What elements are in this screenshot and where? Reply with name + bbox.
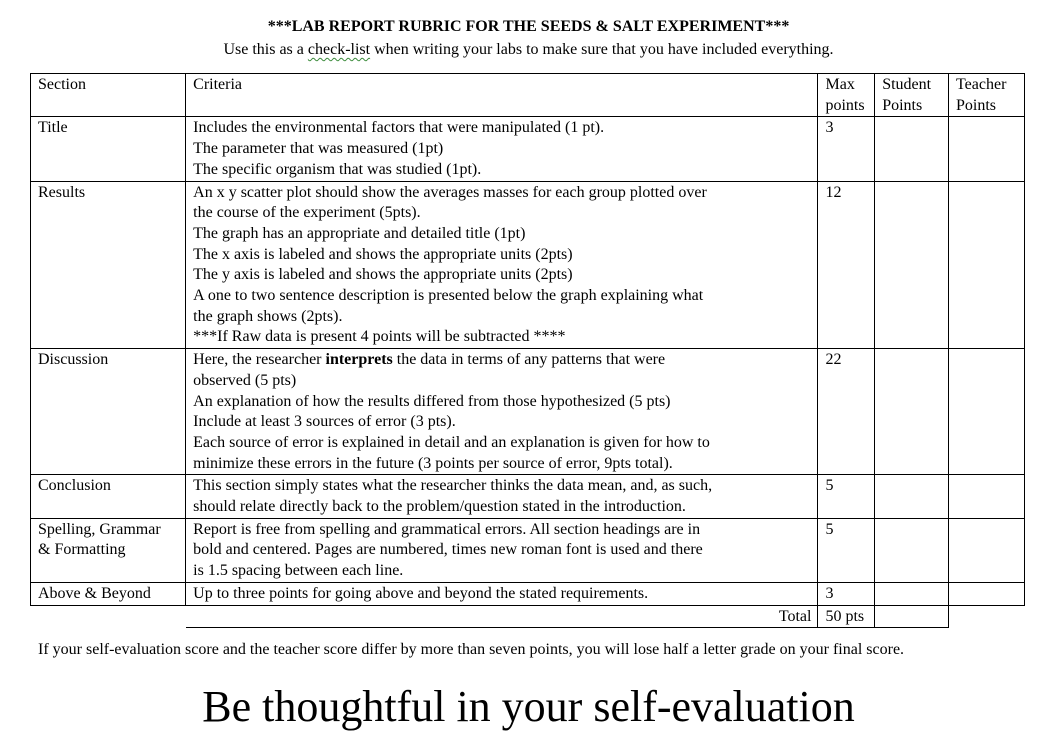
student-points-cell[interactable] — [875, 181, 949, 349]
criteria-line: An explanation of how the results differed from those hypothesized (5 pts) — [193, 392, 671, 410]
document-subtitle — [0, 40, 1057, 60]
student-points-cell[interactable] — [875, 518, 949, 582]
student-total-cell[interactable] — [875, 605, 949, 628]
student-points-cell[interactable] — [875, 117, 949, 181]
total-value: 50 pts — [818, 605, 875, 628]
criteria-line: A one to two sentence description is presented below the graph explaining what — [193, 287, 704, 305]
criteria-line: Report is free from spelling and grammatical errors. All section headings are in — [193, 520, 701, 538]
student-points-cell[interactable] — [875, 582, 949, 605]
section-cell — [31, 518, 186, 582]
total-label: Total — [186, 605, 818, 628]
table-row-spelling — [31, 518, 1025, 582]
table-row-title — [31, 117, 1025, 181]
criteria-line: The specific organism that was studied (1pt). — [193, 160, 482, 178]
header-teacher-line2: Points — [956, 96, 997, 114]
criteria-line: is 1.5 spacing between each line. — [193, 562, 404, 580]
closing-statement: Be thoughtful in your self-evaluation — [202, 682, 855, 731]
max-points-cell: 12 — [818, 181, 875, 349]
criteria-line: The x axis is labeled and shows the appropriate units (2pts) — [193, 245, 573, 263]
subtitle-text-end: when writing your labs to make sure that you have included everything. — [370, 41, 834, 58]
section-cell: Results — [31, 181, 186, 349]
header-criteria: Criteria — [186, 74, 818, 117]
criteria-line: This section simply states what the researcher thinks the data mean, and, as such, — [193, 477, 713, 495]
header-max-line1: Max — [825, 76, 855, 93]
table-row-above-beyond — [31, 582, 1025, 605]
teacher-points-cell[interactable] — [949, 181, 1025, 349]
teacher-points-cell[interactable] — [949, 475, 1025, 518]
criteria-line: bold and centered. Pages are numbered, times new roman font is used and there — [193, 541, 703, 559]
criteria-line: Includes the environmental factors that were manipulated (1 pt). — [193, 119, 605, 137]
total-empty-cell — [31, 605, 186, 628]
criteria-line: The graph has an appropriate and detailed title (1pt) — [193, 224, 526, 242]
criteria-line: Include at least 3 sources of error (3 pts). — [193, 413, 456, 431]
criteria-line: The parameter that was measured (1pt) — [193, 140, 444, 158]
criteria-line: the course of the experiment (5pts). — [193, 204, 421, 222]
header-student-line1: Student — [882, 76, 932, 93]
table-row-discussion — [31, 349, 1025, 475]
header-teacher-points — [949, 74, 1025, 117]
document-title: ***LAB REPORT RUBRIC FOR THE SEEDS & SALT EXPERIMENT*** — [267, 18, 790, 35]
section-line: & Formatting — [38, 541, 126, 559]
subtitle-underlined-word: check-list — [307, 41, 371, 58]
criteria-line: Each source of error is explained in detail and an explanation is given for how to — [193, 433, 710, 451]
max-points-cell: 22 — [818, 349, 875, 475]
teacher-points-cell[interactable] — [949, 349, 1025, 475]
header-row — [31, 74, 1025, 117]
header-student-line2: Points — [882, 96, 923, 114]
student-points-cell[interactable] — [875, 475, 949, 518]
criteria-cell — [186, 117, 818, 181]
table-row-total — [31, 605, 1025, 628]
section-cell: Above & Beyond — [31, 582, 186, 605]
criteria-line: An x y scatter plot should show the averages masses for each group plotted over — [193, 183, 707, 201]
max-points-cell: 3 — [818, 117, 875, 181]
section-line: Spelling, Grammar — [38, 520, 161, 538]
total-empty-cell — [949, 605, 1025, 628]
teacher-points-cell[interactable] — [949, 117, 1025, 181]
header-teacher-line1: Teacher — [956, 76, 1007, 93]
criteria-bold-text: interprets — [325, 351, 393, 369]
header-max-points — [818, 74, 875, 117]
criteria-line: The y axis is labeled and shows the appropriate units (2pts) — [193, 266, 573, 284]
criteria-line: the graph shows (2pts). — [193, 307, 343, 325]
criteria-cell — [186, 475, 818, 518]
teacher-points-cell[interactable] — [949, 518, 1025, 582]
max-points-cell: 5 — [818, 475, 875, 518]
table-row-results — [31, 181, 1025, 349]
section-cell: Discussion — [31, 349, 186, 475]
max-points-cell: 5 — [818, 518, 875, 582]
criteria-cell — [186, 181, 818, 349]
criteria-cell — [186, 518, 818, 582]
header-max-line2: points — [825, 96, 865, 114]
criteria-line: Up to three points for going above and beyond the stated requirements. — [193, 584, 649, 602]
criteria-text: Here, the researcher — [193, 351, 326, 369]
table-row-conclusion — [31, 475, 1025, 518]
criteria-line — [193, 350, 811, 371]
rubric-table — [30, 73, 1025, 628]
criteria-line: should relate directly back to the problem/question stated in the introduction. — [193, 498, 686, 516]
section-cell: Conclusion — [31, 475, 186, 518]
header-student-points — [875, 74, 949, 117]
subtitle-text-start: Use this as a — [223, 41, 308, 58]
criteria-cell — [186, 582, 818, 605]
header-section: Section — [31, 74, 186, 117]
criteria-line: observed (5 pts) — [193, 371, 297, 389]
max-points-cell: 3 — [818, 582, 875, 605]
criteria-line: ***If Raw data is present 4 points will be subtracted **** — [193, 328, 566, 346]
teacher-points-cell[interactable] — [949, 582, 1025, 605]
section-cell: Title — [31, 117, 186, 181]
criteria-text: the data in terms of any patterns that were — [392, 351, 666, 369]
student-points-cell[interactable] — [875, 349, 949, 475]
criteria-line: minimize these errors in the future (3 points per source of error, 9pts total). — [193, 454, 673, 472]
criteria-cell — [186, 349, 818, 475]
footnote: If your self-evaluation score and the teacher score differ by more than seven points, you will lose half a letter grade on your final score. — [38, 641, 905, 658]
